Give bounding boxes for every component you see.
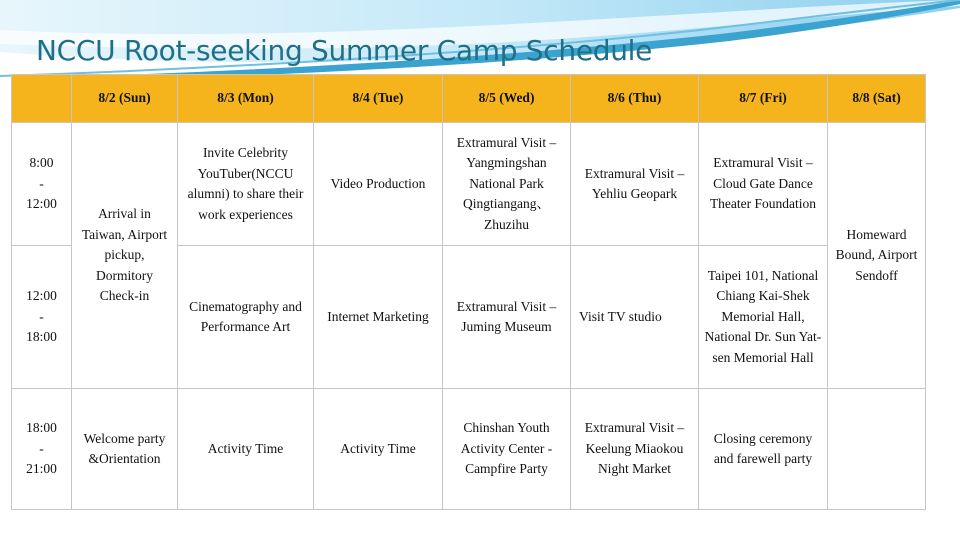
header-corner-cell — [12, 75, 72, 123]
page-title: NCCU Root-seeking Summer Camp Schedule — [36, 34, 653, 67]
schedule-cell: Extramural Visit – Yangmingshan National Park Qingtiangang、Zhuzihu — [443, 123, 571, 246]
evening-row — [12, 389, 926, 510]
schedule-cell: Invite Celebrity YouTuber(NCCU alumni) to share their work experiences — [178, 123, 314, 246]
day-header: 8/2 (Sun) — [72, 75, 178, 123]
schedule-cell — [828, 389, 926, 510]
schedule-cell: Arrival in Taiwan, Airport pickup, Dormitory Check-in — [72, 123, 178, 389]
schedule-cell: Activity Time — [178, 389, 314, 510]
time-slot-morning: 8:00 - 12:00 — [12, 123, 72, 246]
schedule-cell: Homeward Bound, Airport Sendoff — [828, 123, 926, 389]
schedule-cell: Welcome party &Orientation — [72, 389, 178, 510]
time-slot-evening: 18:00 - 21:00 — [12, 389, 72, 510]
schedule-cell: Chinshan Youth Activity Center - Campfire Party — [443, 389, 571, 510]
schedule-cell: Extramural Visit – Yehliu Geopark — [571, 123, 699, 246]
day-header: 8/6 (Thu) — [571, 75, 699, 123]
schedule-cell: Taipei 101, National Chiang Kai-Shek Memorial Hall, National Dr. Sun Yat-sen Memorial Hall — [699, 246, 828, 389]
schedule-cell: Video Production — [314, 123, 443, 246]
time-slot-afternoon: 12:00 - 18:00 — [12, 246, 72, 389]
schedule-table — [11, 74, 926, 510]
day-header: 8/8 (Sat) — [828, 75, 926, 123]
schedule-cell: Activity Time — [314, 389, 443, 510]
day-header: 8/5 (Wed) — [443, 75, 571, 123]
schedule-cell: Extramural Visit – Juming Museum — [443, 246, 571, 389]
day-header: 8/7 (Fri) — [699, 75, 828, 123]
morning-row — [12, 123, 926, 246]
schedule-cell: Visit TV studio — [571, 246, 699, 389]
schedule-cell: Extramural Visit – Keelung Miaokou Night Market — [571, 389, 699, 510]
header-row — [12, 75, 926, 123]
schedule-cell: Internet Marketing — [314, 246, 443, 389]
schedule-cell: Extramural Visit – Cloud Gate Dance Theater Foundation — [699, 123, 828, 246]
schedule-cell: Cinematography and Performance Art — [178, 246, 314, 389]
day-header: 8/3 (Mon) — [178, 75, 314, 123]
schedule-cell: Closing ceremony and farewell party — [699, 389, 828, 510]
day-header: 8/4 (Tue) — [314, 75, 443, 123]
